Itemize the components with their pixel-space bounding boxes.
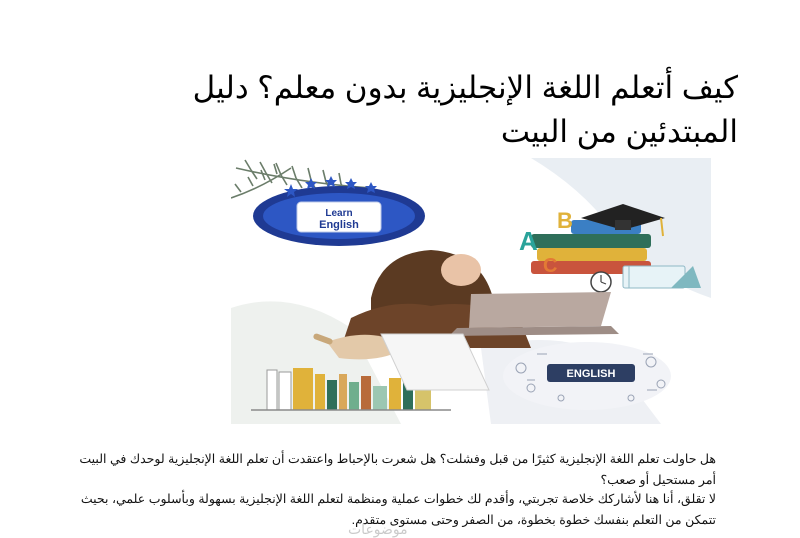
badge-text-english: English	[319, 219, 359, 231]
intro-paragraph-1: هل حاولت تعلم اللغة الإنجليزية كثيرًا من قبل وفشلت؟ هل شعرت بالإحباط واعتقدت أن تعلم اللغة الإنجليزية لوحدك في البيت أمر مستحيل أو صعب؟	[79, 452, 716, 487]
laptop	[449, 292, 619, 336]
intro-paragraph-2: لا تقلق، أنا هنا لأشاركك خلاصة تجربتي، وأقدم لك خطوات عملية ومنظمة لتعلم اللغة الإنجليزية بسهولة وبأسلوب علمي، بحيث تتمكن من التعلم بنفسك خطوة بخطوة، من الصفر وحتى مستوى متقدم.	[80, 492, 716, 527]
word-cloud-english: ENGLISH	[566, 368, 616, 380]
hero-illustration-svg	[231, 158, 711, 424]
letter-a: A	[519, 226, 538, 256]
site-watermark: موضوعات	[348, 522, 408, 538]
hero-illustration	[231, 158, 711, 424]
english-word-cloud	[503, 342, 671, 410]
letter-c: C	[543, 255, 558, 277]
article-title: كيف أتعلم اللغة الإنجليزية بدون معلم؟ دليل المبتدئين من البيت	[192, 70, 738, 149]
alarm-clock	[591, 272, 611, 292]
letter-b: B	[557, 208, 573, 233]
badge-text-learn: Learn	[325, 208, 353, 219]
